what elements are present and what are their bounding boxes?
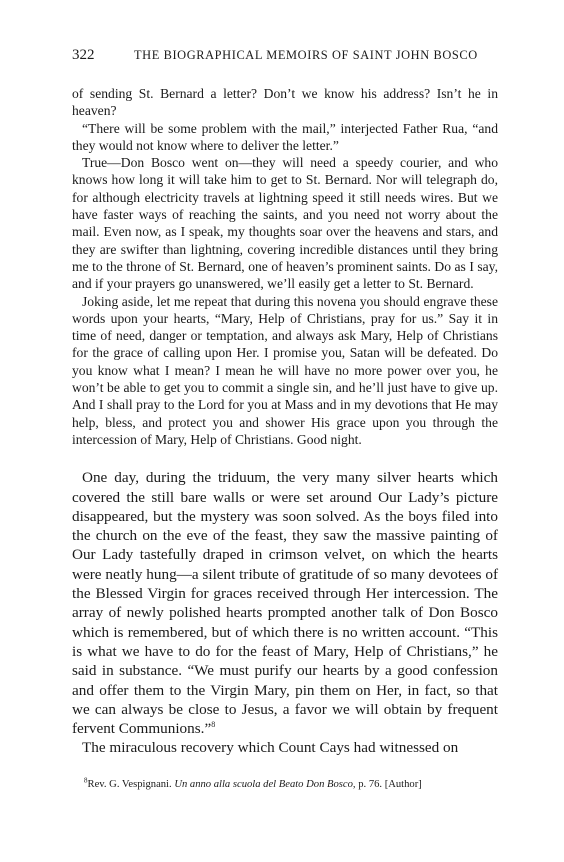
paragraph-text: One day, during the triduum, the very many silver hearts which covered the still bare walls or were set around Our Lady’s picture disappeared, but the mystery was soon solved. As the boys filed into the church on the eve of the feast, they saw the massive painting of Our Lady tastefully draped in crimson velvet, on which the hearts were neatly hung—a silent tribute of gratitude of so many devotees of the Blessed Virgin for graces received through Her intercession. The array of newly polished hearts prompted another talk of Don Bosco which is remembered, but of which there is no written account. “This is what we have to do for the feast of Mary, Help of Christians,” he said in substance. “We must purify our hearts by a good confession and offer them to the Virgin Mary, pin them on Her, in fact, so that we can always be close to Jesus, a favor we will obtain by frequent fervent Communions.”	[72, 469, 498, 738]
paragraph: True—Don Bosco went on—they will need a speedy courier, and who knows how long it will take him to get to St. Bernard. Nor will telegraph do, for although electricity travels at lightning speed it still needs wires. But we have faster ways of reaching the saints, and you need not worry about the mail. Even now, as I speak, my thoughts soar over the heavens and stars, and they are swifter than lightning, covering incredible distances until they bring me to the throne of St. Bernard, one of heaven’s prominent saints. Do as I say, and if your prayers go unanswered, we’ll easily get a letter to St. Bernard.	[72, 155, 498, 292]
footnote-tail: p. 76. [Author]	[358, 778, 422, 790]
footnote-author: Rev. G. Vespignani.	[87, 778, 172, 790]
page-number: 322	[72, 47, 95, 63]
footnote-marker: 8	[84, 776, 88, 785]
paragraph: The miraculous recovery which Count Cays had witnessed on	[82, 739, 459, 757]
paragraph: of sending St. Bernard a letter? Don’t we know his address? Isn’t he in heaven?	[72, 86, 498, 119]
book-page	[72, 47, 498, 792]
running-head	[72, 47, 498, 63]
running-title: THE BIOGRAPHICAL MEMOIRS OF SAINT JOHN BOSCO	[134, 48, 478, 62]
footnote	[72, 778, 498, 792]
footnote-reference: 8	[211, 720, 216, 730]
letter-section	[72, 85, 498, 448]
paragraph: “There will be some problem with the mail,” interjected Father Rua, “and they would not know where to deliver the letter.”	[72, 120, 498, 153]
paragraph	[72, 468, 498, 738]
footnote-title: Un anno alla scuola del Beato Don Bosco,	[174, 778, 356, 790]
paragraph: Joking aside, let me repeat that during this novena you should engrave these words upon your hearts, “Mary, Help of Christians, pray for us.” Say it in time of need, danger or temptation, and always ask Mary, Help of Christians for the grace of calling upon Her. I promise you, Satan will be defeated. Do you know what I mean? I mean he will have no more power over you, he won’t be able to get you to commit a single sin, and he’ll just have to give up. And I shall pray to the Lord for you at Mass and in my devotions that He may help, bless, and protect you and shower His grace upon you through the intercession of Mary, Help of Christians. Good night.	[72, 293, 498, 447]
narrative-section	[72, 468, 498, 757]
